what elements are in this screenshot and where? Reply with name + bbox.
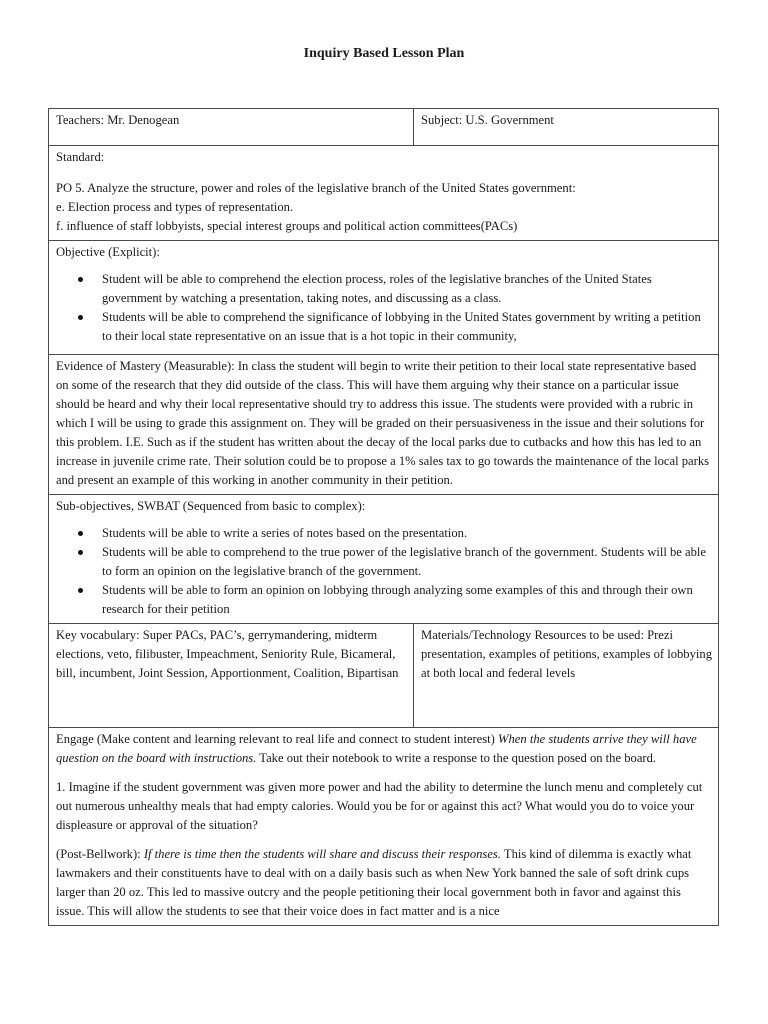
engage-instructions: When the students arrive they will have question on the board with instructions. — [56, 732, 697, 765]
list-item — [102, 308, 712, 346]
subobjective-text: Students will be able to form an opinion on lobbying through analyzing some examples of this and through their own research for their petition — [102, 583, 693, 616]
objective-label: Objective (Explicit): — [56, 245, 160, 259]
bullet-icon — [78, 550, 83, 555]
teachers-cell — [49, 109, 414, 146]
bullet-icon — [78, 315, 83, 320]
lesson-plan-table — [48, 108, 719, 926]
standard-line: e. Election process and types of representation. — [56, 200, 294, 214]
list-item — [102, 524, 712, 543]
evidence-cell — [49, 355, 719, 495]
bullet-icon — [78, 277, 83, 282]
subobjectives-cell — [49, 495, 719, 624]
engage-intro — [56, 730, 712, 768]
standard-line: f. influence of staff lobbyists, special interest groups and political action committees(PACs) — [56, 219, 518, 233]
vocabulary-cell — [49, 624, 414, 728]
post-bellwork — [56, 845, 712, 921]
materials-text: Materials/Technology Resources to be used: Prezi presentation, examples of petitions, examples of lobbying at both local and federal levels — [421, 628, 712, 680]
subobjectives-list — [56, 524, 712, 619]
standard-line: PO 5. Analyze the structure, power and roles of the legislative branch of the United States government: — [56, 181, 576, 195]
subobjective-text: Students will be able to write a series of notes based on the presentation. — [102, 526, 468, 540]
list-item — [102, 543, 712, 581]
engage-label: Engage (Make content and learning relevant to real life and connect to student interest) — [56, 732, 495, 746]
standard-cell — [49, 146, 719, 241]
objective-text: Students will be able to comprehend the significance of lobbying in the United States government by writing a petition to their local state representative on an issue that is a hot topic in their community, — [102, 310, 701, 343]
post-bellwork-text: This kind of dilemma is exactly what lawmakers and their constituents have to deal with on a daily basis such as when New York banned the sale of soft drink cups larger than 20 oz. This led to massive outcry and the people petitioning their local government both in favor and against this issue. This will allow the students to see that their voice does in fact matter and is a nice — [56, 847, 692, 918]
vocabulary-text: Key vocabulary: Super PACs, PAC’s, gerrymandering, midterm elections, veto, filibuster, Impeachment, Seniority Rule, Bicameral, bill, incumbent, Joint Session, Apportionment, Coalition, Bipartisan — [56, 628, 399, 680]
subobjectives-label: Sub-objectives, SWBAT (Sequenced from basic to complex): — [56, 499, 366, 513]
engage-question: 1. Imagine if the student government was given more power and had the ability to determine the lunch menu and completely cut out numerous unhealthy meals that had empty calories. Would you be for or against this act? What would you do to voice your displeasure or approval of the situation? — [56, 780, 703, 832]
objective-cell — [49, 241, 719, 355]
bullet-icon — [78, 531, 83, 536]
objective-text: Student will be able to comprehend the election process, roles of the legislative branches of the United States government by watching a presentation, taking notes, and discussing as a class. — [102, 272, 652, 305]
post-bellwork-instructions: If there is time then the students will share and discuss their responses. — [143, 847, 501, 861]
list-item — [102, 581, 712, 619]
materials-cell — [414, 624, 719, 728]
subobjective-text: Students will be able to comprehend to the true power of the legislative branch of the government. Students will be able to form an opinion on the legislative branch of the government. — [102, 545, 706, 578]
page-title: Inquiry Based Lesson Plan — [303, 46, 465, 61]
evidence-text: Evidence of Mastery (Measurable): In class the student will begin to write their petition to their local state representative based on some of the research that they did outside of the class. This will have them arguing why their stance on a particular issue should be heard and why their local representative should try to address this issue. The students were provided with a rubric in which I will be using to grade this assignment on. They will be graded on their persuasiveness in the issue and their solutions for this problem. I.E. Such as if the student has written about the decay of the local parks due to cutbacks and how this has led to an increase in juvenile crime rate. Their solution could be to propose a 1% sales tax to go towards the maintenance of the local parks and present an example of this working in another community in their petition. — [56, 359, 710, 487]
bullet-icon — [78, 588, 83, 593]
engage-cell — [49, 728, 719, 926]
objective-list — [56, 270, 712, 346]
engage-rest: Take out their notebook to write a response to the question posed on the board. — [259, 751, 657, 765]
teachers-text: Teachers: Mr. Denogean — [56, 113, 180, 127]
subject-text: Subject: U.S. Government — [421, 113, 554, 127]
post-bellwork-label: (Post-Bellwork): — [56, 847, 141, 861]
list-item — [102, 270, 712, 308]
standard-label: Standard: — [56, 150, 105, 164]
subject-cell — [414, 109, 719, 146]
